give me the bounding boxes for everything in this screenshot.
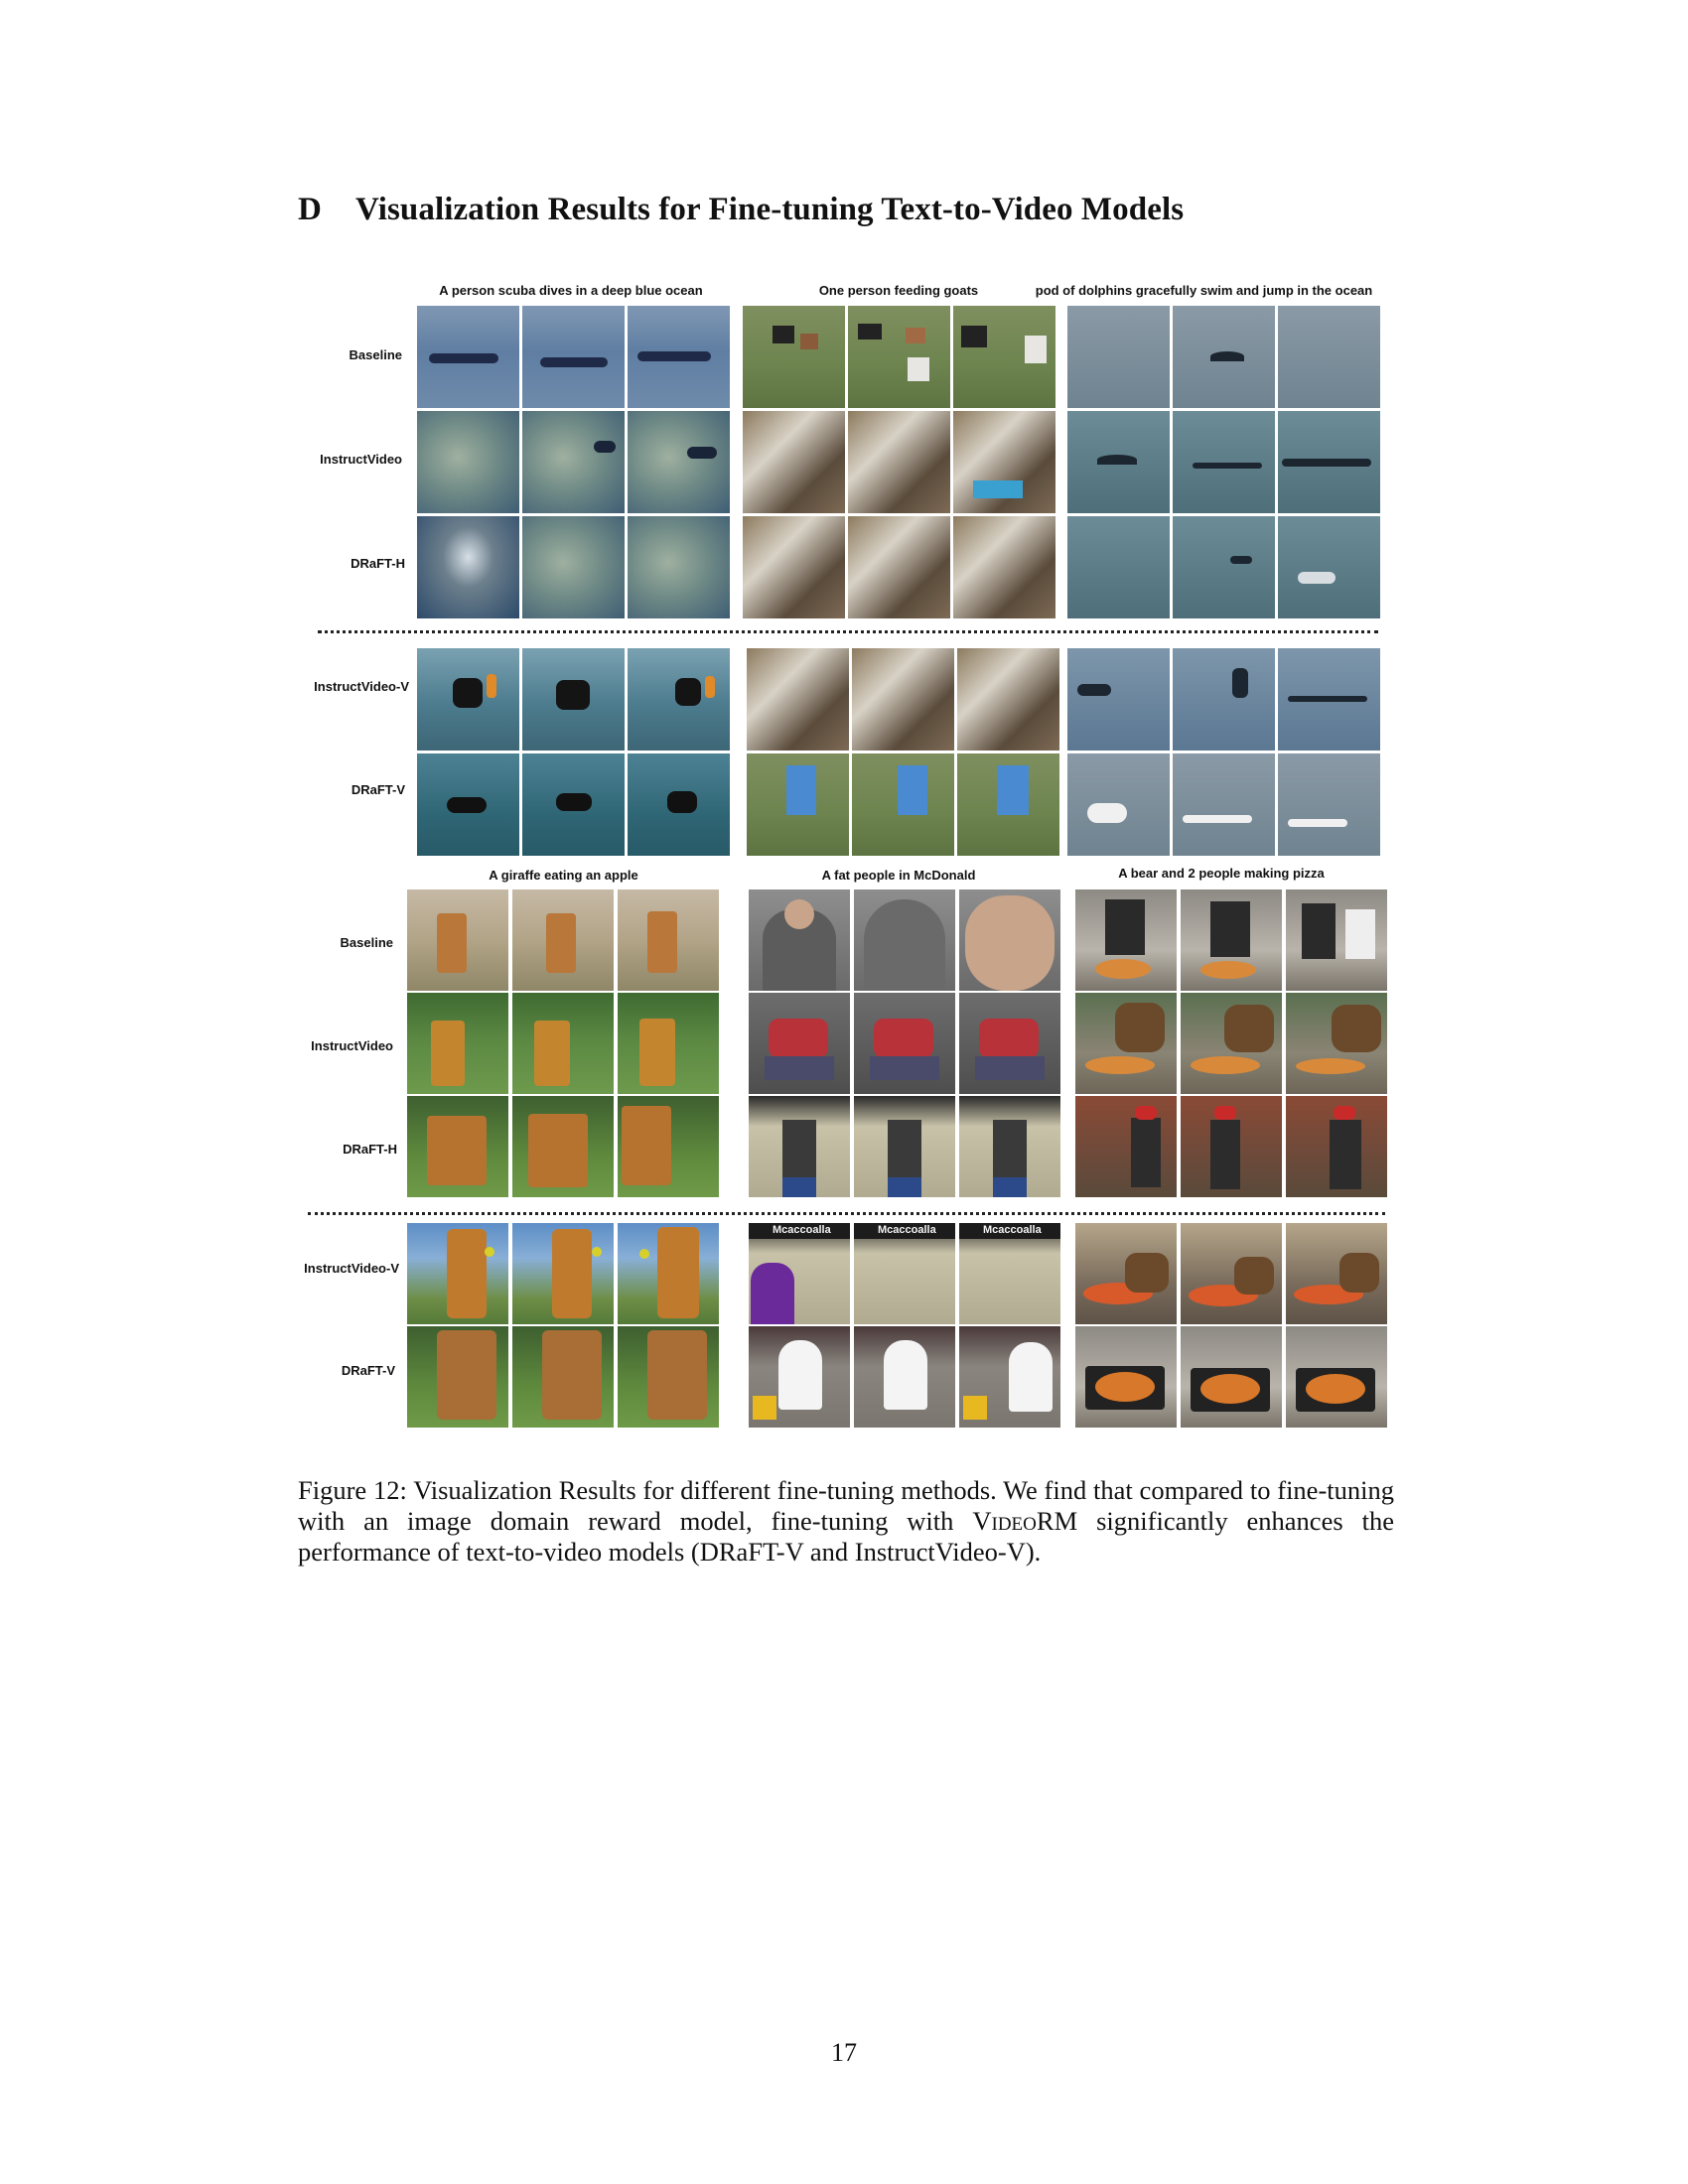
video-frame-image	[749, 889, 850, 991]
video-frame-image	[1181, 889, 1282, 991]
video-frame-image	[512, 1223, 614, 1324]
video-frame-image	[1181, 993, 1282, 1094]
row-label: InstructVideo	[320, 452, 402, 467]
video-frame-image	[417, 411, 519, 513]
video-frame-image	[959, 1326, 1060, 1428]
video-frame-image	[854, 1096, 955, 1197]
video-frame-image	[957, 648, 1059, 751]
video-frame-image	[512, 1326, 614, 1428]
video-frame-image	[522, 516, 625, 618]
column-title: A giraffe eating an apple	[489, 868, 638, 883]
video-frame-image	[417, 306, 519, 408]
video-frame-image	[1075, 1096, 1177, 1197]
video-frame-image	[1075, 1326, 1177, 1428]
video-frame-image	[953, 411, 1055, 513]
video-frame-image	[618, 1096, 719, 1197]
store-sign-text: Mcaccoalla	[773, 1224, 831, 1236]
video-frame-image	[848, 411, 950, 513]
column-title: pod of dolphins gracefully swim and jump in the ocean	[1035, 283, 1373, 298]
video-frame-image	[1278, 753, 1380, 856]
video-frame-image	[407, 1326, 508, 1428]
store-sign-text: Mcaccoalla	[983, 1224, 1042, 1236]
row-label: DRaFT-H	[351, 556, 405, 571]
video-frame-image	[848, 516, 950, 618]
video-frame-image	[522, 411, 625, 513]
video-frame-image	[1181, 1223, 1282, 1324]
video-frame-image	[848, 306, 950, 408]
video-frame-image	[407, 1096, 508, 1197]
video-frame-image	[1286, 1326, 1387, 1428]
video-frame-image	[417, 753, 519, 856]
row-label: InstructVideo-V	[314, 679, 409, 694]
row-label: DRaFT-V	[341, 1363, 395, 1378]
video-frame-image	[1278, 648, 1380, 751]
video-frame-image	[1067, 411, 1170, 513]
video-frame-image	[1075, 1223, 1177, 1324]
video-frame-image	[618, 993, 719, 1094]
video-frame-image	[522, 753, 625, 856]
video-frame-image	[512, 889, 614, 991]
video-frame-image	[628, 411, 730, 513]
video-frame-image	[749, 1326, 850, 1428]
video-frame-image	[1286, 1223, 1387, 1324]
figure-caption	[298, 1475, 1394, 1568]
row-label: DRaFT-H	[343, 1142, 397, 1157]
video-frame-image	[1067, 306, 1170, 408]
video-frame-image	[407, 1223, 508, 1324]
video-frame-image	[854, 993, 955, 1094]
video-frame-image	[618, 889, 719, 991]
video-frame-image	[959, 889, 1060, 991]
video-frame-image	[512, 993, 614, 1094]
row-label: DRaFT-V	[351, 782, 405, 797]
video-frame-image	[854, 1326, 955, 1428]
video-frame-image	[749, 993, 850, 1094]
video-frame-image	[1181, 1326, 1282, 1428]
video-frame-image	[417, 516, 519, 618]
video-frame-image	[1286, 1096, 1387, 1197]
video-frame-image	[1181, 1096, 1282, 1197]
video-frame-image	[1067, 516, 1170, 618]
video-frame-image	[407, 889, 508, 991]
video-frame-image	[747, 753, 849, 856]
video-frame-image	[743, 411, 845, 513]
video-frame-image	[749, 1223, 850, 1324]
video-frame-image	[953, 516, 1055, 618]
caption-text: RM significantly enhances the performance of text-to-video models (DRaFT-V and InstructVideo-V).	[298, 1505, 1394, 1567]
video-frame-image	[1173, 753, 1275, 856]
column-title: A person scuba dives in a deep blue ocean	[439, 283, 703, 298]
video-frame-image	[1173, 648, 1275, 751]
row-label: Baseline	[340, 935, 393, 950]
video-frame-image	[522, 648, 625, 751]
video-frame-image	[618, 1326, 719, 1428]
video-frame-image	[407, 993, 508, 1094]
video-frame-image	[852, 648, 954, 751]
caption-smallcaps: Video	[972, 1505, 1037, 1536]
video-frame-image	[1075, 993, 1177, 1094]
section-number: D	[298, 192, 322, 227]
video-frame-image	[854, 1223, 955, 1324]
video-frame-image	[1286, 889, 1387, 991]
video-frame-image	[628, 753, 730, 856]
video-frame-image	[743, 306, 845, 408]
video-frame-image	[522, 306, 625, 408]
video-frame-image	[953, 306, 1055, 408]
row-label: Baseline	[349, 347, 402, 362]
column-title: A bear and 2 people making pizza	[1118, 866, 1325, 881]
row-label: InstructVideo	[311, 1038, 393, 1053]
video-frame-image	[959, 1096, 1060, 1197]
video-frame-image	[1173, 411, 1275, 513]
video-frame-image	[747, 648, 849, 751]
video-frame-image	[1067, 648, 1170, 751]
video-frame-image	[1286, 993, 1387, 1094]
row-label: InstructVideo-V	[304, 1261, 399, 1276]
video-frame-image	[1173, 516, 1275, 618]
video-frame-image	[852, 753, 954, 856]
figure-label: Figure 12:	[298, 1474, 407, 1505]
video-frame-image	[854, 889, 955, 991]
video-frame-image	[1278, 516, 1380, 618]
video-frame-image	[628, 648, 730, 751]
video-frame-image	[749, 1096, 850, 1197]
video-frame-image	[512, 1096, 614, 1197]
video-frame-image	[1067, 753, 1170, 856]
video-frame-image	[743, 516, 845, 618]
video-frame-image	[1278, 411, 1380, 513]
caption-text: Visualization Results for different fine-tuning methods. We find that compared to fine-tuning with an image domain reward model, fine-tuning with	[298, 1474, 1394, 1536]
video-frame-image	[1173, 306, 1275, 408]
video-frame-image	[417, 648, 519, 751]
video-frame-image	[1278, 306, 1380, 408]
column-title: One person feeding goats	[818, 283, 979, 298]
video-frame-image	[957, 753, 1059, 856]
section-title: Visualization Results for Fine-tuning Text-to-Video Models	[355, 192, 1185, 227]
video-frame-image	[628, 306, 730, 408]
video-frame-image	[618, 1223, 719, 1324]
column-title: A fat people in McDonald	[821, 868, 976, 883]
video-frame-image	[1075, 889, 1177, 991]
dotted-separator	[318, 630, 1378, 633]
video-frame-image	[959, 1223, 1060, 1324]
page-number: 17	[831, 2038, 857, 2067]
section-heading	[298, 192, 1184, 228]
dotted-separator	[308, 1212, 1385, 1215]
store-sign-text: Mcaccoalla	[878, 1224, 936, 1236]
video-frame-image	[628, 516, 730, 618]
video-frame-image	[959, 993, 1060, 1094]
